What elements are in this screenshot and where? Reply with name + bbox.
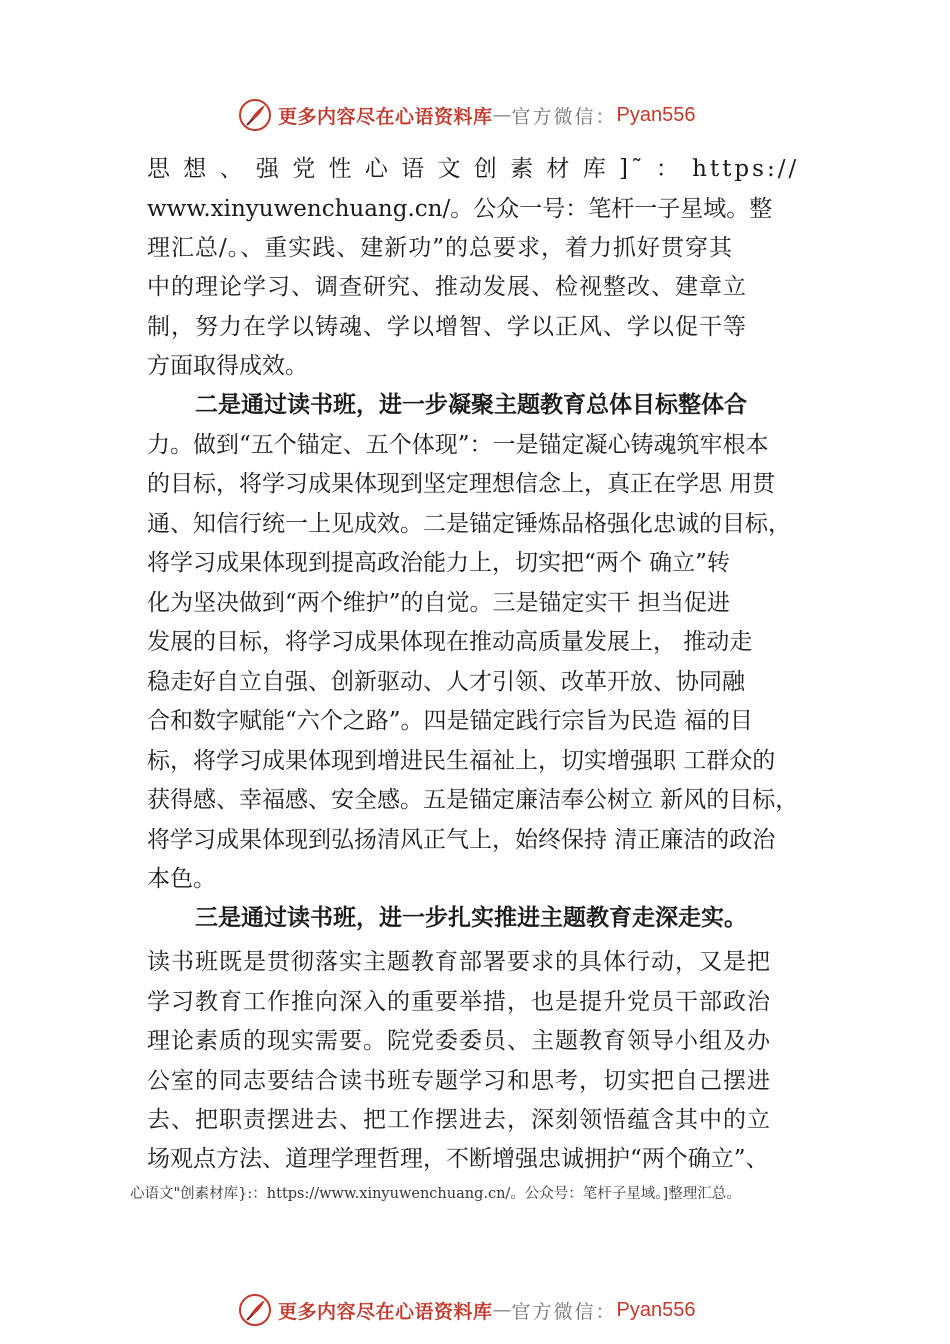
body-line: 标，将学习成果体现到增进民生福祉上，切实增强职 工群众的 <box>147 748 776 774</box>
section-heading-2: 二是通过读书班，进一步凝聚主题教育总体目标整体合 <box>195 391 747 418</box>
body-line: 方面取得成效。 <box>147 353 308 379</box>
body-line: 学习教育工作推向深入的重要举措，也是提升党员干部政治 <box>147 989 771 1015</box>
body-line: 稳走好自立自强、创新驱动、人才引领、改革开放、协同融 <box>147 669 745 695</box>
body-line: 将学习成果体现到提高政治能力上，切实把“两个 确立”转 <box>147 550 730 576</box>
body-line: 理汇总/。、重实践、建新功”的总要求，着力抓好贯穿其 <box>147 235 734 261</box>
body-line: 化为坚决做到“两个维护”的自觉。三是锚定实干 担当促进 <box>147 590 730 616</box>
body-line: www.xinyuwenchuang.cn/。公众一号：笔杆一子星域。整 <box>147 196 773 222</box>
body-line: 通、知信行统一上见成效。二是锚定锤炼品格强化忠诚的目标， <box>147 511 791 537</box>
banner-dash: — <box>492 1299 512 1321</box>
body-line: 理论素质的现实需要。院党委委员、主题教育领导小组及办 <box>147 1028 771 1054</box>
body-line: 读书班既是贯彻落实主题教育部署要求的具体行动，又是把 <box>147 949 771 975</box>
feather-pen-icon <box>238 98 272 132</box>
banner-wechat-label: 官方微信： <box>511 1300 617 1323</box>
banner-title: 更多内容尽在心语资料库 <box>278 105 493 128</box>
body-line: 将学习成果体现到弘扬清风正气上，始终保持 清正廉洁的政治 <box>147 827 776 853</box>
footnote-source: 心语文"创素材库}:：https://www.xinyuwenchuang.cn/。公众号：笔杆子星域。]整理汇总。 <box>130 1186 741 1202</box>
body-line: 力。做到“五个锚定、五个体现”：一是锚定凝心铸魂筑牢根本 <box>147 432 769 458</box>
body-line: 场观点方法、道理学理哲理，不断增强忠诚拥护“两个确立”、 <box>147 1146 769 1172</box>
body-line: 本色。 <box>147 866 216 892</box>
banner-wechat-id: Pyan556 <box>616 1298 696 1321</box>
banner-wechat-id: Pyan556 <box>616 103 696 126</box>
body-line: 发展的目标，将学习成果体现在推动高质量发展上， 推动走 <box>147 629 753 655</box>
body-line: 公室的同志要结合读书班专题学习和思考，切实把自己摆进 <box>147 1068 771 1094</box>
body-line: 合和数字赋能“六个之路”。四是锚定践行宗旨为民造 福的目 <box>147 708 753 734</box>
header-banner <box>238 95 696 135</box>
banner-wechat-label: 官方微信： <box>511 105 617 128</box>
banner-title: 更多内容尽在心语资料库 <box>278 1300 493 1323</box>
body-line: 获得感、幸福感、安全感。五是锚定廉洁奉公树立 新风的目标， <box>147 787 799 813</box>
body-line: 去、把职责摆进去、把工作摆进去，深刻领悟蕴含其中的立 <box>147 1107 771 1133</box>
body-line: 制，努力在学以铸魂、学以增智、学以正风、学以促干等 <box>147 314 747 340</box>
feather-pen-icon <box>238 1293 272 1327</box>
footer-banner <box>238 1290 696 1330</box>
body-line: 思 想 、 强 党 性 心 语 文 创 素 材 库 ]˜ ： https:// <box>147 156 800 182</box>
section-heading-3: 三是通过读书班，进一步扎实推进主题教育走深走实。 <box>195 904 747 931</box>
body-line: 的目标，将学习成果体现到坚定理想信念上，真正在学思 用贯 <box>147 471 776 497</box>
body-line: 中的理论学习、调查研究、推动发展、检视整改、建章立 <box>147 274 747 300</box>
banner-dash: — <box>492 104 512 126</box>
